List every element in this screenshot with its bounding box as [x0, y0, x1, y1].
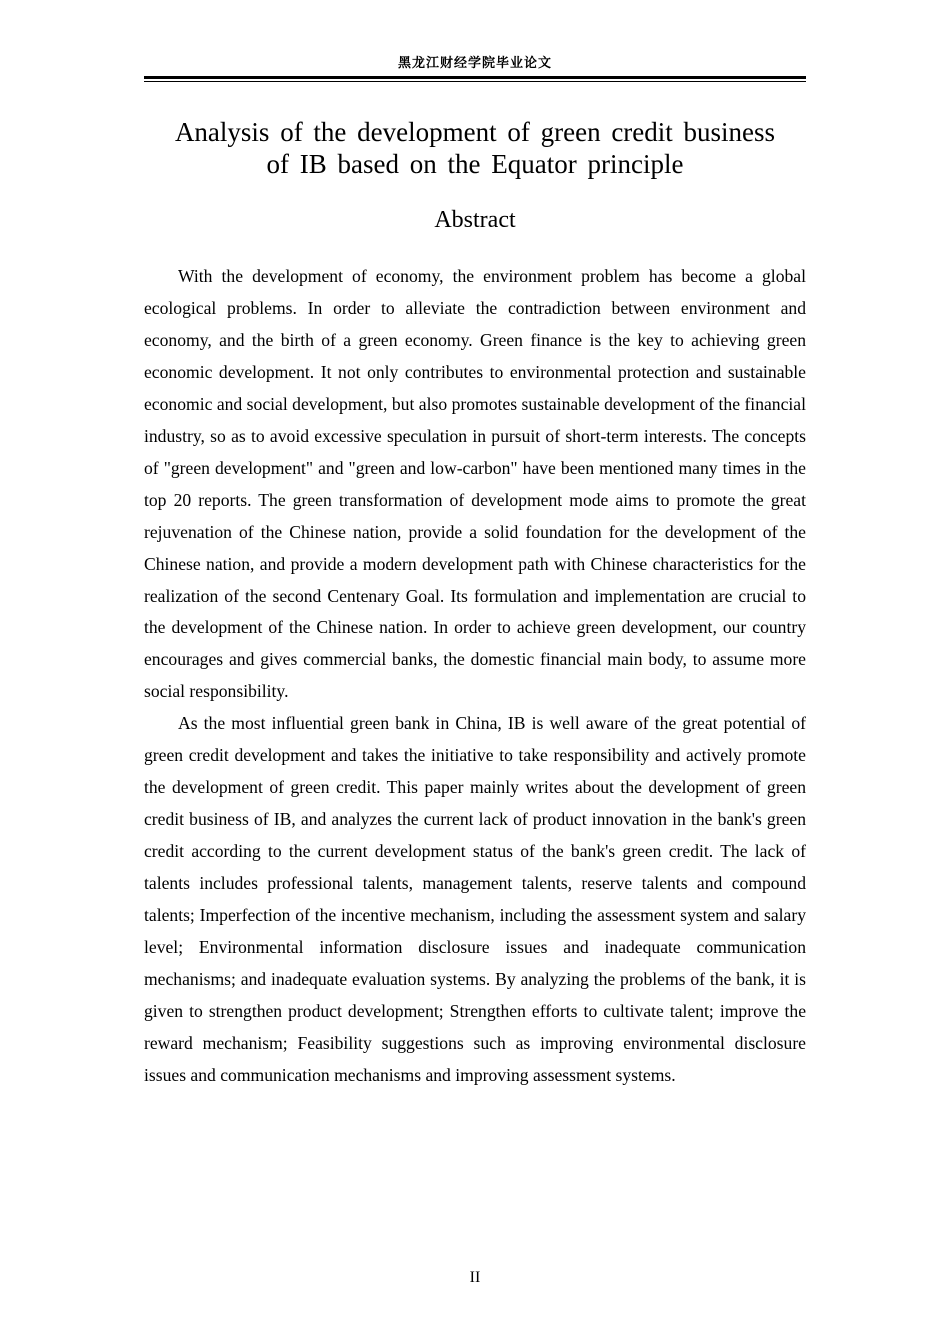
paper-title: [144, 116, 806, 180]
page-number: II: [469, 1269, 481, 1286]
header-rule-thin: [144, 81, 806, 82]
abstract-heading: Abstract: [434, 207, 516, 233]
running-header: 黑龙江财经学院毕业论文: [397, 56, 552, 71]
paper-title-line-2: of IB based on the Equator principle: [266, 149, 684, 179]
abstract-paragraph-1: With the development of economy, the environment problem has become a global ecological problems. In order to alleviate the contradiction between environment and economy, and the birth of a green economy. Green finance is the key to achieving green economic development. It not only contributes to environmental protection and sustainable economic and social development, but also promotes sustainable development of the financial industry, so as to avoid excessive speculation in pursuit of short-term interests. The concepts of "green development" and "green and low-carbon" have been mentioned many times in the top 20 reports. The green transformation of development mode aims to promote the great rejuvenation of the Chinese nation, provide a solid foundation for the development of the Chinese nation, and provide a modern development path with Chinese characteristics for the realization of the second Centenary Goal. Its formulation and implementation are crucial to the development of the Chinese nation. In order to achieve green development, our country encourages and gives commercial banks, the domestic financial main body, to assume more social responsibility.: [144, 266, 806, 702]
paper-title-line-1: Analysis of the development of green credit business: [174, 117, 776, 147]
header-rule-thick: [144, 76, 806, 79]
abstract-body: [144, 261, 806, 1092]
abstract-paragraph-2: As the most influential green bank in China, IB is well aware of the great potential of green credit development and takes the initiative to take responsibility and actively promote the development of green credit. This paper mainly writes about the development of green credit business of IB, and analyzes the current lack of product innovation in the bank's green credit according to the current development status of the bank's green credit. The lack of talents includes professional talents, management talents, reserve talents and compound talents; Imperfection of the incentive mechanism, including the assessment system and salary level; Environmental information disclosure issues and inadequate communication mechanisms; and inadequate evaluation systems. By analyzing the problems of the bank, it is given to strengthen product development; Strengthen efforts to cultivate talent; improve the reward mechanism; Feasibility suggestions such as improving environmental disclosure issues and communication mechanisms and improving assessment systems.: [144, 713, 806, 1085]
